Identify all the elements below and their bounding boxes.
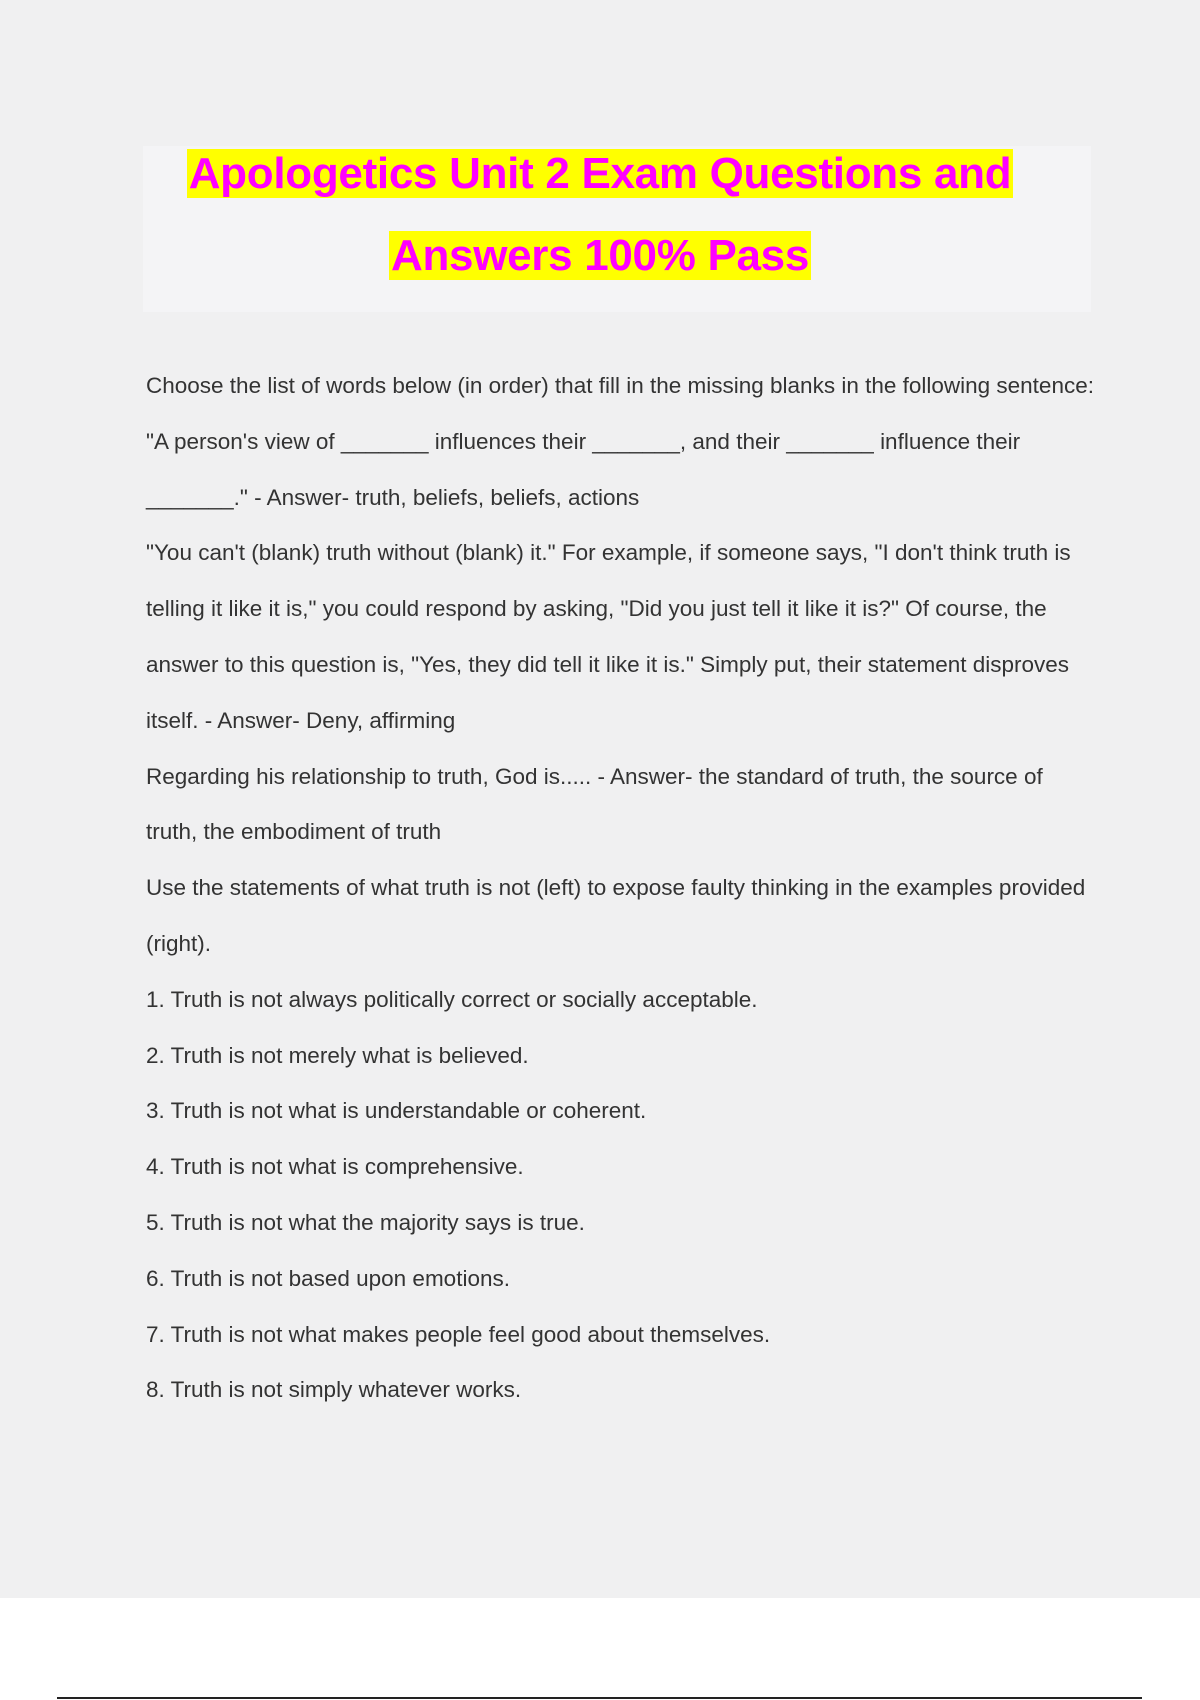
list-item: 7. Truth is not what makes people feel good about themselves.: [146, 1321, 771, 1347]
list-item: 6. Truth is not based upon emotions.: [146, 1265, 510, 1291]
document-body: [146, 358, 1096, 1418]
question-truth-is-not-intro: Use the statements of what truth is not (left) to expose faulty thinking in the examples provided (right).: [146, 875, 1086, 956]
list-item: 1. Truth is not always politically correct or socially acceptable.: [146, 986, 758, 1012]
document-title-line-1: Apologetics Unit 2 Exam Questions and: [188, 149, 1012, 198]
list-item: 5. Truth is not what the majority says is true.: [146, 1209, 585, 1235]
list-item: 3. Truth is not what is understandable or coherent.: [146, 1098, 647, 1124]
footer-divider: [57, 1697, 1142, 1699]
document-title-line-2: Answers 100% Pass: [390, 231, 810, 280]
list-item: 2. Truth is not merely what is believed.: [146, 1042, 529, 1068]
question-deny-affirm-paragraph: "You can't (blank) truth without (blank) it." For example, if someone says, "I don't think truth is telling it like it is," you could respond by asking, "Did you just tell it like it is?" Of course, the answer to this question is, "Yes, they did tell it like it is." Simply put, their statement disproves itself. - Answer- Deny, affirming: [146, 540, 1071, 733]
list-item: 4. Truth is not what is comprehensive.: [146, 1154, 524, 1180]
question-blanks-paragraph: Choose the list of words below (in order) that fill in the missing blanks in the following sentence: "A person's view of _______ influences their _______, and their _______ influence their _______." - Answer- truth, beliefs, beliefs, actions: [146, 373, 1094, 510]
list-item: 8. Truth is not simply whatever works.: [146, 1377, 522, 1403]
question-god-truth-paragraph: Regarding his relationship to truth, God is..... - Answer- the standard of truth, the source of truth, the embodiment of truth: [146, 763, 1043, 845]
